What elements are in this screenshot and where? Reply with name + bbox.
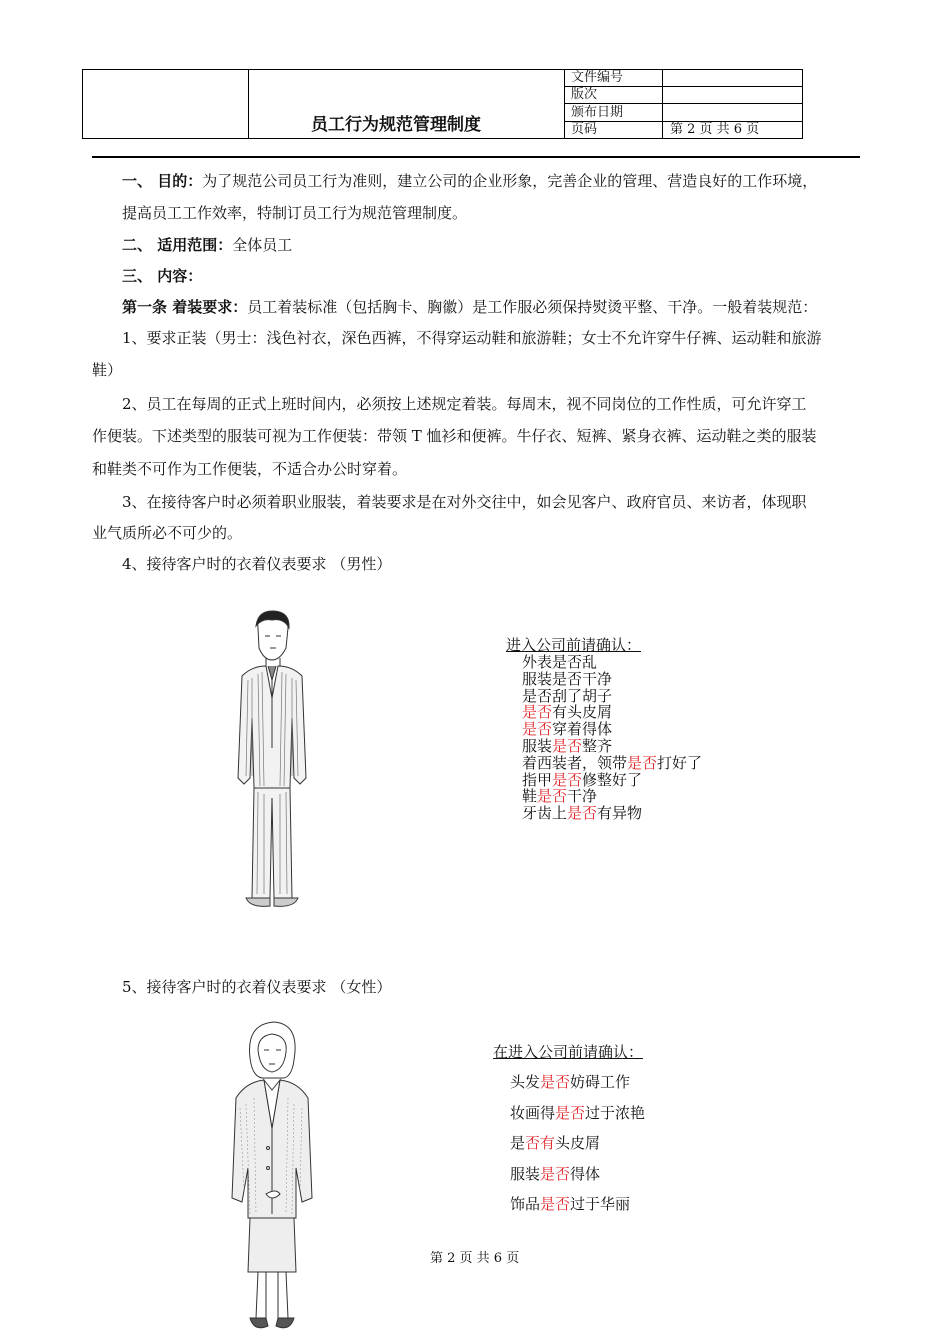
- value-cell-version: [662, 86, 803, 104]
- male-checklist-item-text: 修整好了: [582, 770, 643, 789]
- female-checklist-item-text: 头发: [510, 1073, 541, 1091]
- male-checklist-item-text: 外表是否乱: [522, 653, 598, 671]
- value-cell-doc-number: [662, 69, 803, 87]
- article-1-intro: 员工着装标准（包括胸卡、胸徽）是工作服必须保持熨烫平整、干净。一般着装规范：: [247, 298, 818, 316]
- male-checklist-item-text: 服装是否干净: [522, 669, 613, 688]
- document-title: 员工行为规范管理制度: [311, 115, 481, 135]
- rule-3-line2: 业气质所必不可少的。: [92, 524, 243, 542]
- section-purpose-line2: 提高员工工作效率，特制订员工行为规范管理制度。: [122, 204, 468, 222]
- male-checklist-item-text: 整齐: [582, 737, 613, 755]
- rule-2-line1: 2、员工在每周的正式上班时间内，必须按上述规定着装。每周末，视不同岗位的工作性质，可允许穿工: [122, 395, 807, 413]
- rule-3-line1: 3、在接待客户时必须着职业服装，着装要求是在对外交往中，如会见客户、政府官员、来访者，体现职: [122, 493, 807, 511]
- female-checklist-item: [510, 1163, 600, 1184]
- male-checklist-item-text: 牙齿上: [522, 804, 568, 823]
- section-purpose: [122, 165, 817, 198]
- female-checklist-item-text: 过于浓艳: [585, 1103, 646, 1122]
- male-checklist-item-text: 干净: [567, 787, 598, 806]
- female-checklist-item-text: 得体: [570, 1164, 601, 1183]
- female-checklist-item-text: 饰品: [510, 1195, 541, 1213]
- male-checklist-item-text: 鞋: [522, 787, 538, 806]
- female-checklist-item-text: 是否: [540, 1195, 571, 1213]
- female-checklist-item-text: 是否: [540, 1164, 571, 1183]
- female-business-attire-illustration: [222, 1018, 322, 1340]
- rule-1-line1: 1、要求正装（男士：浅色衬衣，深色西裤，不得穿运动鞋和旅游鞋；女士不允许穿牛仔裤、运动鞋和旅游: [122, 329, 822, 347]
- rule-2-line3: 和鞋类不可作为工作便装，不适合办公时穿着。: [92, 460, 408, 478]
- section-purpose-text: 为了规范公司员工行为准则，建立公司的企业形象，完善企业的管理、营造良好的工作环境，: [202, 172, 818, 190]
- male-checklist-item-text: 是否: [522, 703, 553, 722]
- male-checklist-item-text: 有异物: [597, 804, 643, 823]
- male-checklist-item-text: 打好了: [657, 753, 703, 772]
- rule-5-female-heading: 5、接待客户时的衣着仪表要求 （女性）: [122, 978, 392, 996]
- section-purpose-heading: 一、 目的：: [122, 172, 203, 190]
- section-scope: [122, 229, 292, 262]
- female-checklist-item-text: 是否: [540, 1073, 571, 1091]
- doc-number-label: 文件编号: [571, 70, 624, 85]
- male-checklist-item-text: 是否: [627, 753, 658, 772]
- female-checklist-item-text: 妆画得: [510, 1103, 556, 1122]
- issue-date-label: 颁布日期: [571, 105, 624, 120]
- section-content-heading: 三、 内容：: [122, 267, 203, 285]
- female-checklist-item: [510, 1071, 630, 1092]
- male-checklist-item-text: 是否刮了胡子: [522, 686, 613, 705]
- female-checklist-item-text: 头皮屑: [555, 1134, 601, 1152]
- section-scope-text: 全体员工: [232, 236, 293, 254]
- section-scope-heading: 二、 适用范围：: [122, 236, 233, 254]
- female-checklist-item-text: 服装: [510, 1164, 541, 1183]
- male-checklist-title: 进入公司前请确认：: [506, 636, 642, 654]
- logo-cell: [82, 69, 249, 139]
- female-checklist-item-text: 是: [510, 1134, 526, 1152]
- male-checklist-item: [522, 802, 642, 823]
- header-divider: [92, 156, 860, 158]
- male-checklist-item-text: 指甲: [522, 770, 553, 789]
- rule-2-line2: 作便装。下述类型的服装可视为工作便装：带领 T 恤衫和便裤。牛仔衣、短裤、紧身衣裤、运动鞋之类的服装: [92, 427, 817, 445]
- male-checklist-item-text: 是否: [537, 787, 568, 806]
- value-cell-issue-date: [662, 103, 803, 122]
- page-footer: 第 2 页 共 6 页: [430, 1251, 520, 1266]
- male-checklist-item-text: 是否: [522, 720, 553, 739]
- rule-4-male-heading: 4、接待客户时的衣着仪表要求 （男性）: [122, 555, 392, 573]
- male-business-attire-illustration: [222, 608, 322, 918]
- female-checklist-item: [510, 1102, 645, 1123]
- male-checklist-item-text: 是否: [552, 770, 583, 789]
- male-checklist-item-text: 有头皮屑: [552, 703, 613, 722]
- female-checklist-item-text: 否有: [525, 1134, 556, 1152]
- female-checklist-item-text: 妨碍工作: [570, 1073, 631, 1091]
- female-checklist-item-text: 是否: [555, 1103, 586, 1122]
- page-label: 页码: [571, 122, 598, 137]
- male-checklist-item-text: 着西装者，领带: [522, 753, 628, 772]
- male-checklist-item-text: 穿着得体: [552, 720, 613, 739]
- rule-1-line2: 鞋）: [92, 361, 123, 379]
- female-checklist-title: 在进入公司前请确认：: [493, 1043, 644, 1061]
- male-checklist-item-text: 服装: [522, 737, 553, 755]
- article-1: [122, 291, 817, 324]
- page-value: 第 2 页 共 6 页: [670, 122, 760, 137]
- male-checklist-item-text: 是否: [552, 737, 583, 755]
- female-checklist-item-text: 过于华丽: [570, 1195, 631, 1213]
- article-1-heading: 第一条 着装要求：: [122, 298, 248, 316]
- female-checklist-item: [510, 1132, 600, 1153]
- male-checklist-item-text: 是否: [567, 804, 598, 823]
- female-checklist-item: [510, 1193, 630, 1214]
- version-label: 版次: [571, 87, 598, 102]
